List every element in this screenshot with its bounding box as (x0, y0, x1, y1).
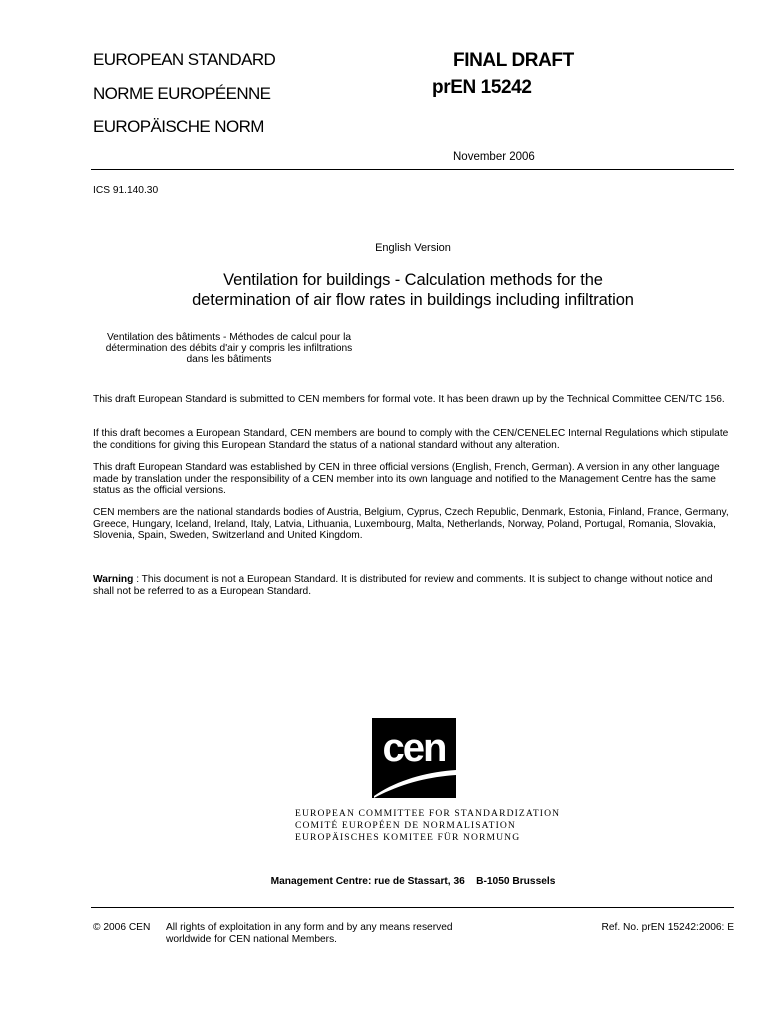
standard-title-en: EUROPEAN STANDARD (93, 50, 276, 69)
paragraph-formal-vote: This draft European Standard is submitted to CEN members for formal vote. It has been drawn up by the Technical Committee CEN/TC 156. (93, 394, 725, 405)
standard-title-de: EUROPÄISCHE NORM (93, 117, 264, 136)
copyright-notice: © 2006 CEN (93, 922, 151, 933)
publication-date: November 2006 (453, 151, 535, 163)
cen-logo (372, 718, 456, 798)
title-line-1: Ventilation for buildings - Calculation methods for the (223, 271, 603, 289)
footer-divider (91, 907, 734, 908)
french-title-line-3: dans les bâtiments (186, 354, 272, 365)
warning-label: Warning (93, 574, 134, 585)
rights-line-1: All rights of exploitation in any form and by any means reserved (166, 922, 453, 933)
cen-logo-swoosh (372, 718, 456, 798)
ics-code: ICS 91.140.30 (93, 185, 159, 196)
document-title (93, 270, 733, 310)
reference-number: Ref. No. prEN 15242:2006: E (601, 922, 734, 933)
rights-line-2: worldwide for CEN national Members. (166, 933, 337, 945)
paragraph-regulations: If this draft becomes a European Standard, CEN members are bound to comply with the CEN/CENELEC Internal Regulations which stipulate the conditions for giving this European Standard the status of a national standard without any alteration. (93, 428, 729, 451)
standard-title-fr: NORME EUROPÉENNE (93, 84, 271, 103)
final-draft-label: FINAL DRAFT (453, 50, 574, 71)
cen-logo-text: cen (382, 726, 446, 770)
rights-statement (166, 922, 453, 945)
committee-name-de: EUROPÄISCHES KOMITEE FÜR NORMUNG (295, 832, 521, 843)
title-line-2: determination of air flow rates in buildings including infiltration (192, 291, 634, 309)
language-version: English Version (375, 242, 451, 254)
french-title-line-2: détermination des débits d'air y compris les infiltrations (105, 343, 353, 354)
warning-text: : This document is not a European Standard. It is distributed for review and comments. It is subject to change without notice and shall not be referred to as a European Standard. (93, 574, 713, 597)
french-title-line-1: Ventilation des bâtiments - Méthodes de calcul pour la (106, 332, 352, 343)
committee-name-fr: COMITÉ EUROPÉEN DE NORMALISATION (295, 820, 516, 831)
header-divider (91, 169, 734, 170)
document-number: prEN 15242 (432, 77, 532, 98)
committee-name-en: EUROPEAN COMMITTEE FOR STANDARDIZATION (295, 808, 561, 819)
warning-paragraph (93, 574, 733, 597)
management-centre-address: Management Centre: rue de Stassart, 36 B-1050 Brussels (270, 876, 556, 887)
paragraph-official-versions: This draft European Standard was established by CEN in three official versions (English, French, German). A version in any other language made by translation under the responsibility of a CEN member into its own language and notified to the Management Centre has the same status as the official versions. (93, 462, 720, 496)
french-title (93, 332, 365, 365)
paragraph-members: CEN members are the national standards bodies of Austria, Belgium, Cyprus, Czech Republic, Denmark, Estonia, Finland, France, Germany, Greece, Hungary, Iceland, Ireland, Italy, Latvia, Lithuania, Luxembourg, Malta, Netherlands, Norway, Poland, Portugal, Romania, Slovakia, Slovenia, Spain, Sweden, Switzerland and United Kingdom. (93, 507, 729, 541)
